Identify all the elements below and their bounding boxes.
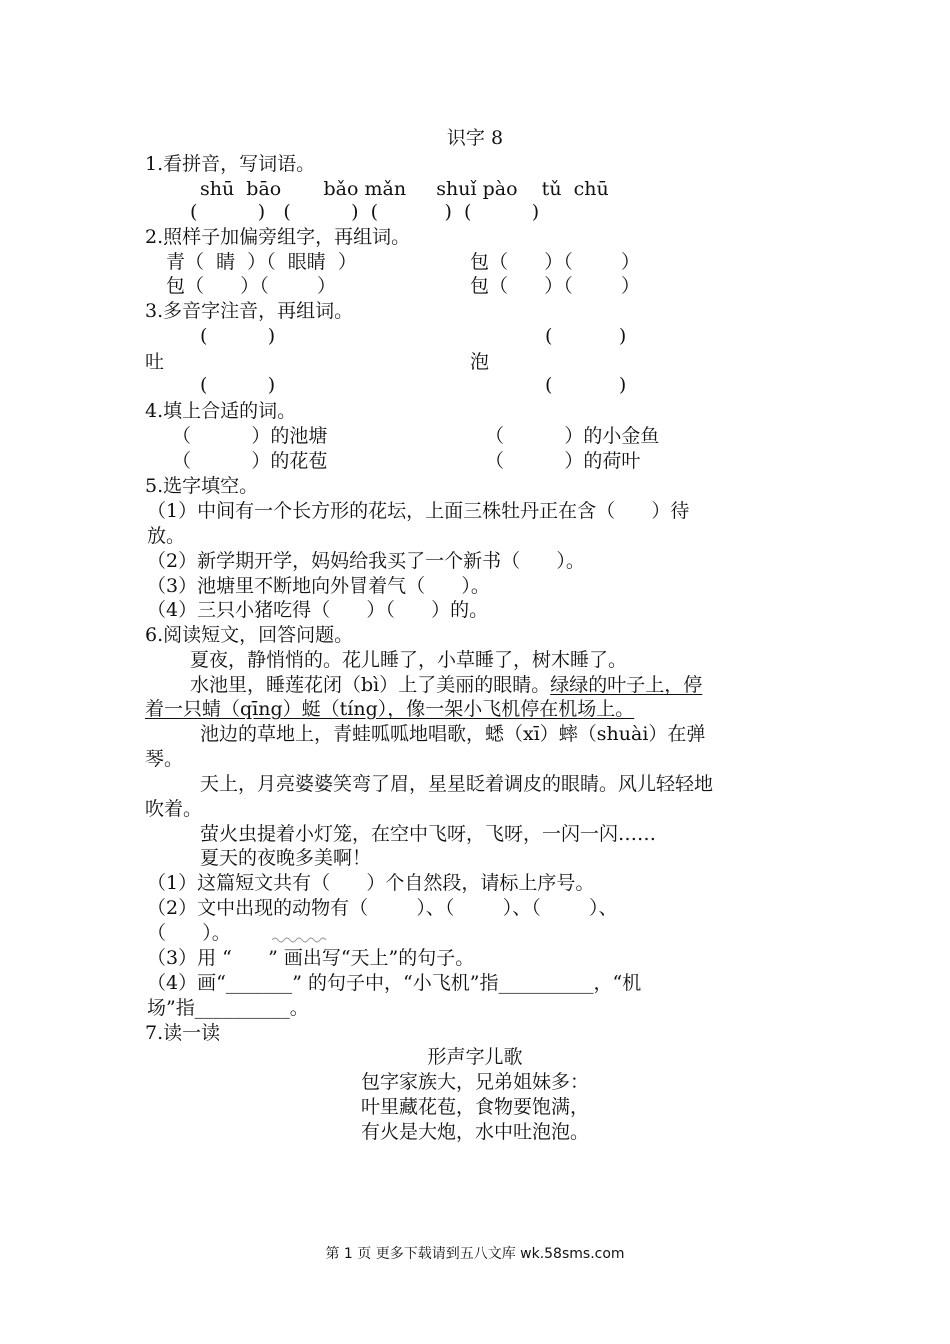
q6-para3-line2: 琴。 xyxy=(145,748,184,770)
poem-title: 形声字儿歌 xyxy=(427,1046,523,1068)
q3-char-left: 吐 xyxy=(145,351,165,373)
q4-item1: （ ）的池塘 xyxy=(172,425,328,447)
q6-para2-line2: 着一只蜻（qīng）蜓（tíng），像一架小飞机停在机场上。 xyxy=(145,698,635,720)
q5-heading: 5.选字填空。 xyxy=(145,475,259,497)
q2-row1-left: 青（ 睛 ）（ 眼睛 ） xyxy=(166,251,357,273)
q6-heading: 6.阅读短文，回答问题。 xyxy=(145,624,354,646)
q6-para2-underlined-start: 绿绿的叶子上，停 xyxy=(550,674,703,696)
wavy-line-icon xyxy=(270,935,328,945)
q6-question2a: （2）文中出现的动物有（ ）、（ ）、（ ）、 xyxy=(147,897,618,919)
q6-question2b: （ ）。 xyxy=(147,922,231,944)
q6-para2-line1 xyxy=(190,673,702,697)
q5-sentence2: （2）新学期开学，妈妈给我买了一个新书（ ）。 xyxy=(147,550,585,572)
page-footer: 第 1 页 更多下载请到五八文库 wk.58sms.com xyxy=(325,1246,625,1262)
q6-question1: （1）这篇短文共有（ ）个自然段，请标上序号。 xyxy=(147,872,595,894)
q3-blank-right-bottom: ( ) xyxy=(545,374,627,396)
q5-sentence1a: （1）中间有一个长方形的花坛，上面三株牡丹正在含（ ）待 xyxy=(147,500,690,522)
q6-para6: 夏天的夜晚多美啊！ xyxy=(200,847,372,869)
q3-heading: 3.多音字注音，再组词。 xyxy=(145,300,354,322)
q5-sentence4: （4）三只小猪吃得（ ）（ ）的。 xyxy=(147,599,489,621)
q6-para4-line2: 吹着。 xyxy=(145,798,203,820)
q6-question4a: （4）画“_______” 的句子中，“小飞机”指__________，“机 xyxy=(147,972,642,994)
q3-blank-left-bottom: ( ) xyxy=(200,374,276,396)
q6-para3-line1: 池边的草地上，青蛙呱呱地唱歌，蟋（xī）蟀（shuài）在弹 xyxy=(200,723,706,745)
poem-line1: 包字家族大，兄弟姐妹多： xyxy=(360,1071,589,1093)
q4-heading: 4.填上合适的词。 xyxy=(145,400,297,422)
q6-question4b: 场”指__________。 xyxy=(147,997,309,1019)
q5-sentence3: （3）池塘里不断地向外冒着气（ ）。 xyxy=(147,575,490,597)
poem-line2: 叶里藏花苞，食物要饱满， xyxy=(360,1096,589,1118)
poem-line3: 有火是大炮，水中吐泡泡。 xyxy=(360,1121,589,1143)
q4-item3: （ ）的花苞 xyxy=(172,450,328,472)
q6-para1: 夏夜，静悄悄的。花儿睡了，小草睡了，树木睡了。 xyxy=(190,649,628,671)
q1-heading: 1.看拼音，写词语。 xyxy=(145,153,316,175)
q1-blanks: ( ) ( ) ( ) ( ) xyxy=(190,201,540,223)
q6-question3: （3）用 “ ” 画出写“天上”的句子。 xyxy=(147,947,475,969)
q6-para5: 萤火虫提着小灯笼，在空中飞呀，飞呀，一闪一闪…… xyxy=(200,823,657,845)
page-title: 识字 8 xyxy=(446,127,504,149)
q1-pinyin: shū bāo bǎo mǎn shuǐ pào tǔ chū xyxy=(200,178,609,200)
q7-heading: 7.读一读 xyxy=(145,1022,221,1044)
q2-row2-right: 包（ ）（ ） xyxy=(470,275,641,297)
q2-heading: 2.照样子加偏旁组字，再组词。 xyxy=(145,226,411,248)
q4-item4: （ ）的荷叶 xyxy=(485,450,641,472)
q6-para2-plain: 水池里，睡莲花闭（bì）上了美丽的眼睛。 xyxy=(190,674,551,696)
q3-blank-left-top: ( ) xyxy=(200,325,276,347)
q2-row2-left: 包（ ）（ ） xyxy=(166,275,337,297)
q2-row1-right: 包（ ）（ ） xyxy=(470,251,641,273)
q3-blank-right-top: ( ) xyxy=(545,325,627,347)
q3-char-right: 泡 xyxy=(470,351,490,373)
q6-para4-line1: 天上，月亮婆婆笑弯了眉，星星眨着调皮的眼睛。风儿轻轻地 xyxy=(200,773,714,795)
q4-item2: （ ）的小金鱼 xyxy=(485,425,660,447)
q5-sentence1b: 放。 xyxy=(147,525,186,547)
